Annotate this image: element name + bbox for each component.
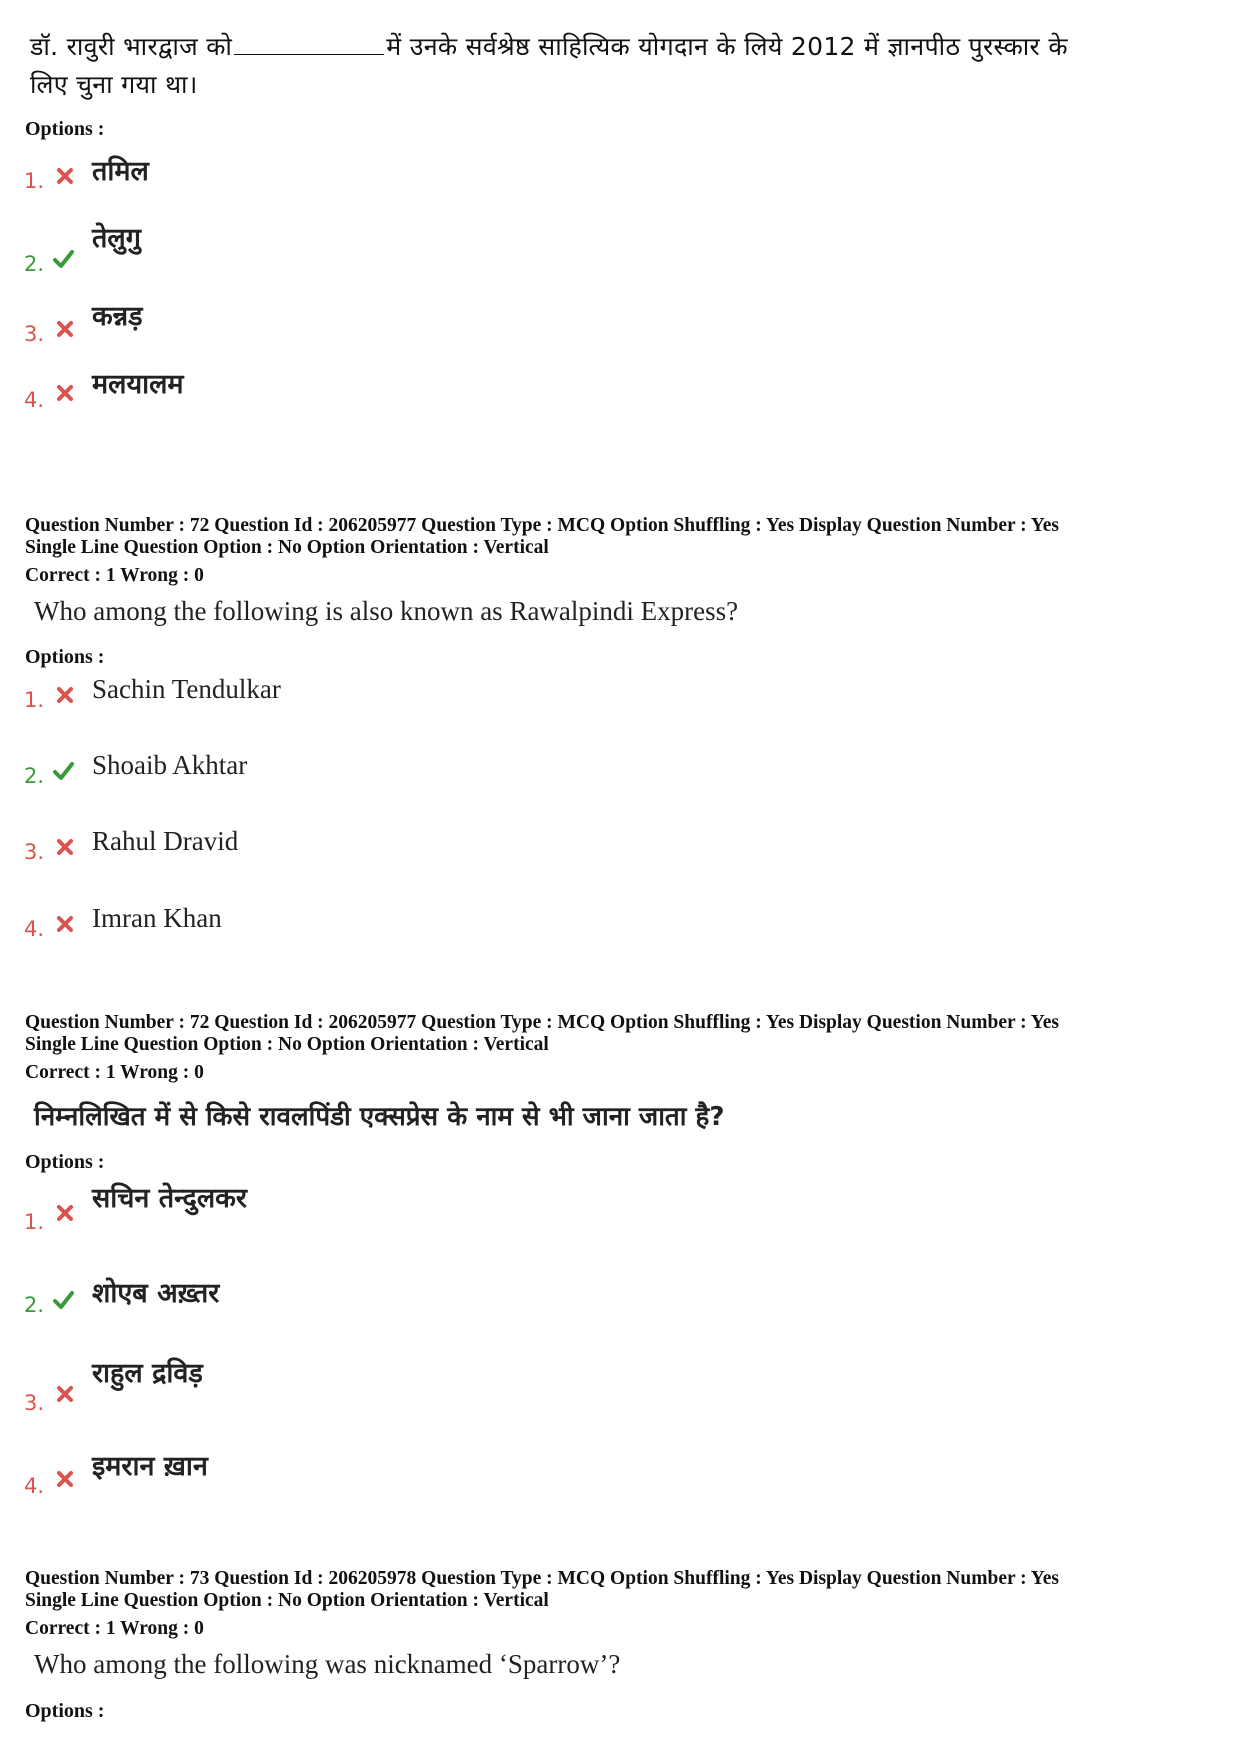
q73-options-label: Options : [25, 1700, 105, 1722]
cross-icon [54, 165, 76, 187]
option-text: Sachin Tendulkar [92, 674, 281, 704]
q71-text-after: में उनके सर्वश्रेष्ठ साहित्यिक योगदान के लिये 2012 में ज्ञानपीठ पुरस्कार के [386, 32, 1068, 61]
q72en-question-text: Who among the following is also known as Rawalpindi Express? [34, 596, 739, 626]
q73-meta-line2: Single Line Question Option : No Option Orientation : Vertical [25, 1590, 549, 1611]
option-text: Rahul Dravid [92, 826, 239, 856]
q71-text-before: डॉ. रावुरी भारद्वाज को [30, 32, 233, 61]
option-text: कन्नड़ [92, 301, 143, 332]
option-text: इमरान ख़ान [92, 1451, 208, 1482]
q71-question-text [30, 28, 1220, 104]
cross-icon [54, 1383, 76, 1405]
option-text: शोएब अख़्तर [92, 1278, 220, 1309]
option-number: 1. [24, 688, 45, 712]
option-text: Shoaib Akhtar [92, 750, 248, 780]
option-number: 3. [24, 1391, 45, 1415]
option-number: 2. [24, 1293, 45, 1317]
option-number: 4. [24, 388, 45, 412]
option-number: 4. [24, 917, 45, 941]
option-text: तमिल [92, 156, 149, 187]
cross-icon [54, 1468, 76, 1490]
fill-blank [234, 32, 384, 55]
check-icon [52, 760, 74, 782]
option-text: राहुल द्रविड़ [92, 1358, 203, 1389]
cross-icon [54, 1202, 76, 1224]
cross-icon [54, 318, 76, 340]
option-text: सचिन तेन्दुलकर [92, 1183, 247, 1214]
q72hi-meta-line2: Single Line Question Option : No Option Orientation : Vertical [25, 1034, 549, 1055]
q72hi-options-label: Options : [25, 1151, 105, 1173]
option-number: 3. [24, 840, 45, 864]
q71-options-label: Options : [25, 118, 105, 140]
q72hi-meta-line3: Correct : 1 Wrong : 0 [25, 1062, 204, 1083]
cross-icon [54, 382, 76, 404]
q72hi-question-text: निम्नलिखित में से किसे रावलपिंडी एक्सप्रेस के नाम से भी जाना जाता है? [34, 1102, 725, 1132]
q72en-meta-line2: Single Line Question Option : No Option Orientation : Vertical [25, 537, 549, 558]
cross-icon [54, 836, 76, 858]
q73-meta-line1: Question Number : 73 Question Id : 206205978 Question Type : MCQ Option Shuffling : Yes Display Question Number : Yes [25, 1568, 1059, 1589]
q72hi-meta-line1: Question Number : 72 Question Id : 206205977 Question Type : MCQ Option Shuffling : Yes Display Question Number : Yes [25, 1012, 1059, 1033]
option-number: 4. [24, 1474, 45, 1498]
option-number: 2. [24, 764, 45, 788]
q71-text-line2: लिए चुना गया था। [30, 70, 198, 99]
q73-meta-line3: Correct : 1 Wrong : 0 [25, 1618, 204, 1639]
q73-question-text: Who among the following was nicknamed ‘Sparrow’? [34, 1649, 621, 1679]
option-number: 1. [24, 169, 45, 193]
cross-icon [54, 913, 76, 935]
option-text: तेलुगु [92, 223, 141, 254]
check-icon [52, 1289, 74, 1311]
check-icon [52, 248, 74, 270]
q72en-options-label: Options : [25, 646, 105, 668]
option-number: 3. [24, 322, 45, 346]
cross-icon [54, 684, 76, 706]
q72en-meta-line3: Correct : 1 Wrong : 0 [25, 565, 204, 586]
q72en-meta-line1: Question Number : 72 Question Id : 206205977 Question Type : MCQ Option Shuffling : Yes Display Question Number : Yes [25, 515, 1059, 536]
option-number: 1. [24, 1210, 45, 1234]
option-number: 2. [24, 252, 45, 276]
option-text: मलयालम [92, 369, 184, 400]
option-text: Imran Khan [92, 903, 222, 933]
